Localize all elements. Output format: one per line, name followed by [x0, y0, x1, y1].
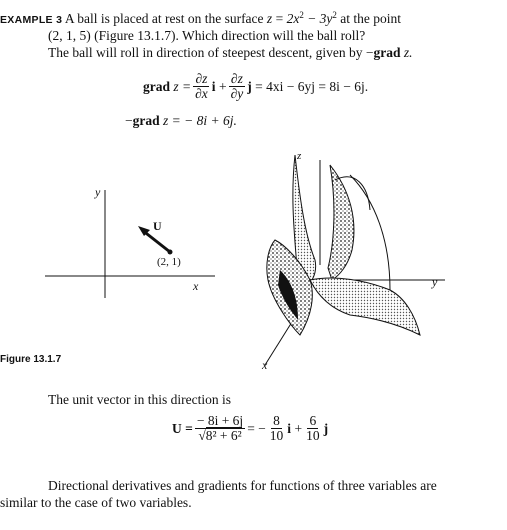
plus-sign: +: [218, 78, 227, 94]
neg-grad-rest: z = − 8i + 6j.: [163, 113, 237, 128]
example-label: EXAMPLE 3: [0, 14, 63, 26]
fig-left-x-label: x: [193, 279, 199, 293]
sqrt-sign: √: [198, 428, 206, 443]
grad-equation: [143, 72, 368, 101]
partial-num-x: ∂z: [195, 71, 208, 86]
fig-right-x-label: x: [262, 358, 268, 372]
unit-frac-2-den: 10: [269, 428, 284, 443]
unit-plus: +: [294, 420, 303, 436]
unit-frac-3-den: 10: [306, 428, 320, 443]
fig-right-z-label: z: [297, 150, 302, 162]
unit-frac-3: [304, 414, 322, 443]
partial-frac-x: [193, 72, 210, 101]
unit-vec-j: j: [323, 420, 329, 436]
fig-left-y-label: y: [95, 185, 101, 199]
eq-sq-2: 2: [332, 10, 337, 20]
eq-z: z: [266, 11, 273, 26]
unit-eq-2: = −: [247, 420, 266, 436]
example-grad-bold: grad: [373, 45, 401, 60]
unit-frac-2-num: 8: [273, 413, 280, 428]
example-line-3: [48, 45, 413, 61]
unit-frac-1-den: [196, 429, 243, 443]
unit-frac-3-num: 6: [309, 413, 317, 428]
example-line-1: [0, 11, 401, 28]
neg-grad-minus: −: [125, 113, 133, 128]
eq-sq-1: 2: [299, 10, 304, 20]
saddle-back-right: [328, 165, 354, 280]
neg-grad-equation: [125, 113, 237, 129]
eq-2x: 2x: [286, 11, 300, 26]
sqrt-body: 8² + 6²: [205, 428, 242, 443]
grad-lhs-z: z =: [173, 78, 192, 94]
example-z: z.: [403, 45, 413, 60]
eq-equals: =: [275, 11, 284, 26]
figure-caption: Figure 13.1.7: [0, 354, 62, 365]
unit-frac-1: [195, 414, 245, 443]
neg-grad-bold: grad: [132, 113, 160, 128]
unit-vector-intro: The unit vector in this direction is: [48, 392, 231, 407]
unit-frac-1-num: − 8i + 6j: [196, 413, 244, 428]
unit-i: i: [211, 78, 216, 94]
example-text-1: A ball is placed at rest on the surface: [64, 11, 264, 26]
grad-lhs-bold: grad: [143, 78, 170, 94]
grad-rhs: = 4xi − 6yj = 8i − 6j.: [255, 78, 369, 94]
unit-vector-equation: [172, 414, 328, 443]
example-text-3: The ball will roll in direction of steepest descent, given by −: [48, 45, 374, 60]
example-line-2: (2, 1, 5) (Figure 13.1.7). Which direction will the ball roll?: [48, 28, 366, 43]
saddle-edge-right: [350, 175, 390, 290]
figure-saddle-surface: [240, 140, 500, 380]
figure-vector-2d: [0, 180, 240, 300]
fig-right-y-label: y: [432, 275, 438, 289]
example-text-1-tail: at the point: [340, 11, 402, 26]
closing-line-2: similar to the case of two variables.: [0, 495, 192, 510]
partial-den-y: ∂y: [230, 86, 244, 101]
partial-num-y: ∂z: [230, 71, 243, 86]
partial-frac-y: [229, 72, 246, 101]
unit-vec-i: i: [287, 420, 292, 436]
vector-u-label: U: [153, 219, 162, 233]
unit-j: j: [247, 78, 252, 94]
unit-frac-2: [268, 414, 286, 443]
eq-minus-3y: − 3y: [307, 11, 333, 26]
point-label: (2, 1): [157, 256, 181, 268]
point-2-1: [168, 250, 173, 255]
partial-den-x: ∂x: [195, 86, 208, 101]
closing-line-1: Directional derivatives and gradients for functions of three variables are: [48, 478, 437, 493]
unit-vector-lhs: U =: [172, 420, 193, 436]
saddle-front-right: [310, 278, 420, 335]
